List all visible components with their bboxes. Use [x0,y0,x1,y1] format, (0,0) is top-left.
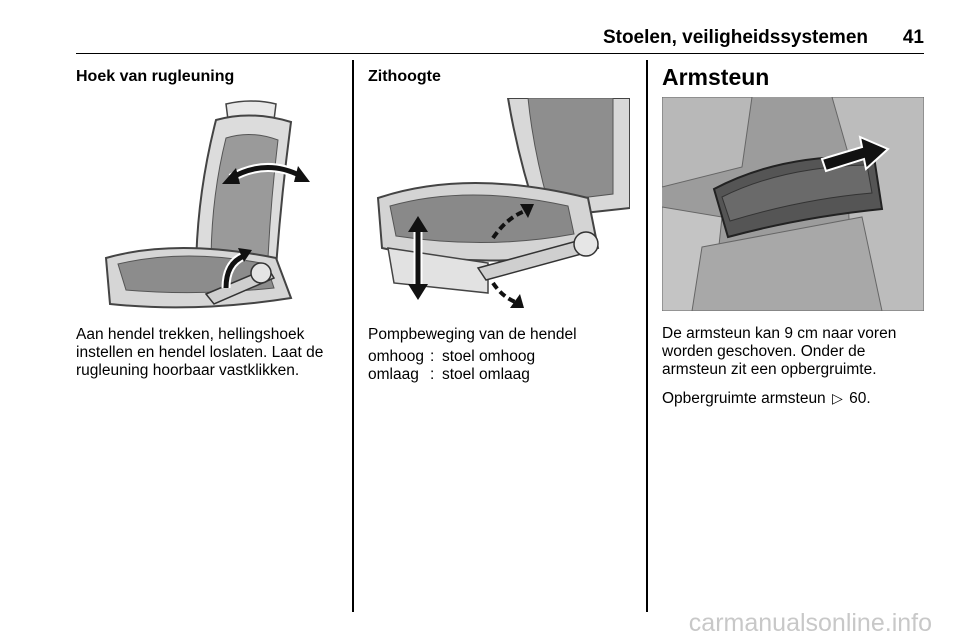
list-term: omlaag [368,366,419,383]
seat-height-definition-list [368,348,632,384]
page-header [76,24,924,54]
list-separator: : [430,366,435,383]
column-divider-1 [352,60,354,612]
watermark-text: carmanualsonline.info [688,609,932,637]
column-armrest [662,62,926,408]
page-reference-icon: ▷ [832,390,843,406]
backrest-instructions: Aan hendel trekken, hellingshoek instellen en hendel loslaten. Laat de rugleuning hoorbaar vastklikken. [76,326,324,379]
seat-height-instructions: Pompbeweging van de hendel [368,326,577,343]
armrest-description: De armsteun kan 9 cm naar voren worden geschoven. Onder de armsteun zit een opbergruimte. [662,325,897,378]
armrest-slide-illustration [662,97,924,311]
storage-reference-page[interactable]: 60. [849,390,871,407]
chapter-title: Stoelen, veiligheidssystemen [602,27,868,48]
column-divider-2 [646,60,648,612]
seat-backrest-recline-illustration [76,98,338,312]
storage-reference-text: Opbergruimte armsteun [662,390,826,407]
list-item [368,366,632,384]
column-seat-height [368,62,632,384]
list-term: omhoog [368,348,425,365]
column-backrest [76,62,340,380]
page-number: 41 [902,27,924,48]
list-separator: : [430,348,435,365]
list-description: stoel omlaag [442,366,530,383]
section-heading-armrest: Armsteun [662,64,770,90]
seat-height-lever-illustration [368,98,630,312]
list-description: stoel omhoog [442,348,536,365]
section-heading-backrest: Hoek van rugleuning [76,68,235,85]
section-heading-seat-height: Zithoogte [368,68,441,85]
armrest-storage-reference [662,389,926,408]
list-item [368,348,632,366]
